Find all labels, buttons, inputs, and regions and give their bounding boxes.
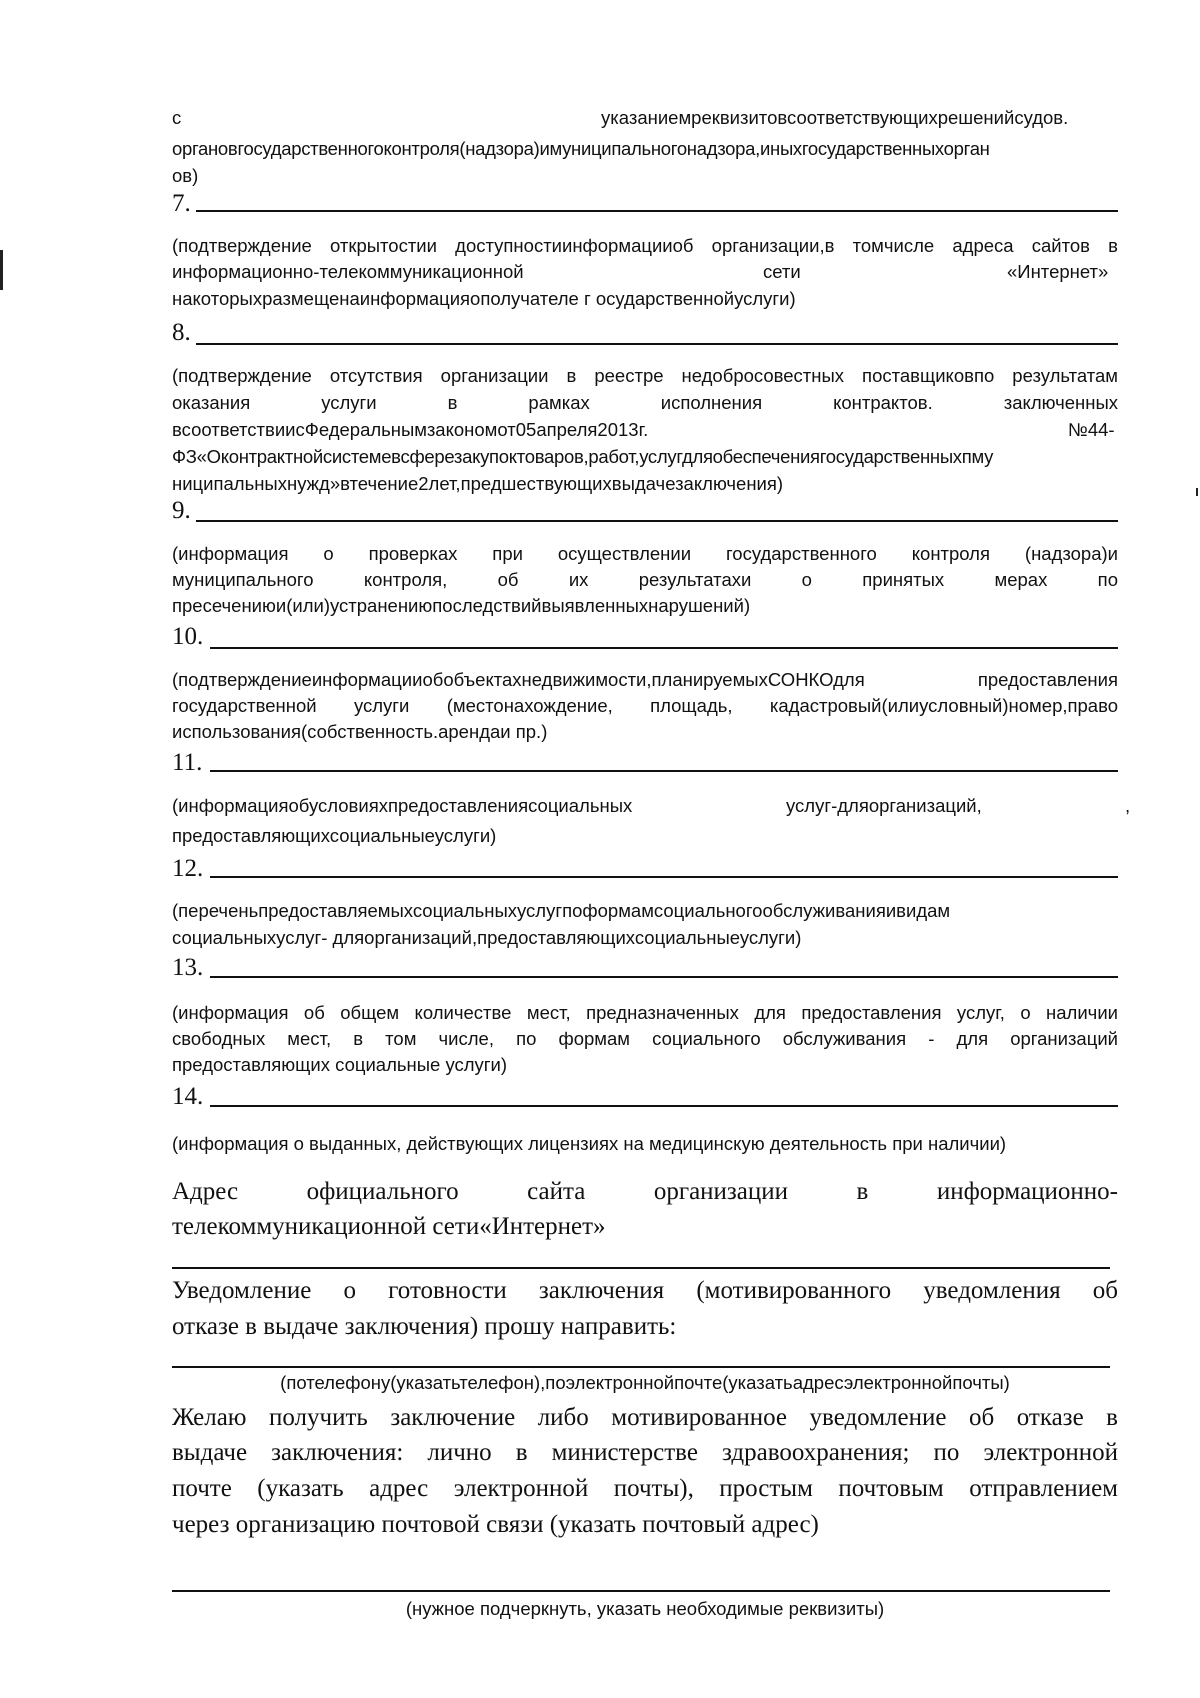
item-11-number: 11.	[172, 749, 203, 776]
notify-fill-line	[172, 1366, 1110, 1368]
item-12-fill-line	[210, 876, 1118, 878]
address-line-2: телекоммуникационной сети«Интернет»	[172, 1213, 606, 1240]
item-7-line-1b: сети	[763, 261, 801, 282]
item-7-number: 7.	[172, 190, 191, 217]
item-11-line-0a: (информацияобусловияхпредоставлениясоциальных	[172, 795, 633, 816]
item-8-line-1: оказания услуги в рамках исполнения контрактов. заключенных	[172, 392, 1118, 413]
item-0-line-1: органовгосударственногоконтроля(надзора)имуниципальногонадзора,иныхгосударственныхорган	[172, 138, 990, 159]
item-11-line-0b: услуг-дляорганизаций,	[786, 795, 982, 816]
item-8-number: 8.	[172, 319, 191, 346]
receive-line-1: Желаю получить заключение либо мотивированное уведомление об отказе в	[172, 1404, 1118, 1431]
item-13-fill-line	[210, 976, 1118, 978]
item-0-line-0b: указаниемреквизитовсоответствующихрешенийсудов.	[601, 107, 1069, 128]
item-8-line-3: ФЗ«Оконтрактнойсистемевсферезакупоктоваров,работ,услугдляобеспечениягосударственныхпму	[172, 446, 994, 467]
receive-line-4: через организацию почтовой связи (указать почтовый адрес)	[172, 1511, 819, 1538]
receive-caption: (нужное подчеркнуть, указать необходимые реквизиты)	[405, 1598, 885, 1619]
receive-line-3: почте (указать адрес электронной почты), простым почтовым отправлением	[172, 1475, 1118, 1502]
item-7-line-1c: «Интернет»	[1007, 261, 1109, 282]
item-10-number: 10.	[172, 623, 204, 650]
notify-line-2: отказе в выдаче заключения) прошу направить:	[172, 1313, 677, 1340]
item-9-line-1: муниципального контроля, об их результатахи о принятых мерах по	[172, 569, 1118, 590]
item-7-line-0: (подтверждение открытостии доступностиинформацииоб организации,в томчисле адреса сайтов в	[172, 235, 1118, 256]
item-11-line-1: предоставляющихсоциальныеуслуги)	[172, 825, 497, 846]
notify-line-1: Уведомление о готовности заключения (мотивированного уведомления об	[172, 1277, 1118, 1304]
item-7-fill-line	[196, 210, 1118, 212]
item-11-line-0c: ,	[1125, 795, 1131, 816]
item-12-line-0: (переченьпредоставляемыхсоциальныхуслугпоформамсоциальногообслуживанияивидам	[172, 900, 951, 921]
item-13-line-2: предоставляющих социальные услуги)	[172, 1054, 508, 1075]
item-8-line-2a: всоответствиисФедеральнымзакономот05апреля2013г.	[172, 419, 649, 440]
address-fill-line	[172, 1267, 1110, 1269]
item-7-line-2: накоторыхразмещенаинформацияополучателе г осударственнойуслуги)	[172, 288, 796, 309]
item-10-line-1: государственной услуги (местонахождение, площадь, кадастровый(илиусловный)номер,право	[172, 695, 1118, 716]
item-8-line-4: ниципальныхнужд»втечение2лет,предшествующихвыдачезаключения)	[172, 473, 784, 494]
scan-mark-left	[0, 250, 3, 290]
item-8-line-2b: №44-	[1068, 419, 1115, 440]
item-12-number: 12.	[172, 855, 204, 882]
scan-mark-right	[1196, 488, 1198, 496]
item-10-line-2: использования(собственность.арендаи пр.)	[172, 721, 548, 742]
item-13-line-1: свободных мест, в том числе, по формам социального обслуживания - для организаций	[172, 1028, 1118, 1049]
item-13-number: 13.	[172, 954, 204, 981]
item-14-number: 14.	[172, 1083, 204, 1110]
item-7-line-1a: информационно-телекоммуникационной	[172, 261, 524, 282]
item-9-number: 9.	[172, 497, 191, 524]
item-14-fill-line	[210, 1105, 1118, 1107]
item-9-fill-line	[196, 520, 1118, 522]
item-10-line-0: (подтверждениеинформацииобобъектахнедвижимости,планируемыхСОНКОдля предоставления	[172, 669, 1118, 690]
item-10-fill-line	[210, 647, 1118, 649]
receive-line-2: выдаче заключения: лично в министерстве здравоохранения; по электронной	[172, 1439, 1118, 1466]
item-9-line-2: пресечениюи(или)устранениюпоследствийвыявленныхнарушений)	[172, 595, 751, 616]
item-13-line-0: (информация об общем количестве мест, предназначенных для предоставления услуг, о наличии	[172, 1002, 1118, 1023]
item-11-fill-line	[210, 770, 1118, 772]
item-0-line-2: ов)	[172, 165, 199, 186]
item-12-line-1: социальныхуслуг- дляорганизаций,предоставляющихсоциальныеуслуги)	[172, 927, 802, 948]
item-0-line-0a: с	[172, 107, 182, 128]
item-8-line-0: (подтверждение отсутствия организации в реестре недобросовестных поставщиковпо результатам	[172, 365, 1118, 386]
item-8-fill-line	[196, 343, 1118, 345]
receive-fill-line	[172, 1590, 1110, 1592]
notify-caption: (потелефону(указатьтелефон),поэлектроннойпочте(указатьадресэлектроннойпочты)	[280, 1372, 1010, 1393]
address-line-1: Адрес официального сайта организации в информационно-	[172, 1178, 1118, 1205]
item-14-line-0: (информация о выданных, действующих лицензиях на медицинскую деятельность при наличии)	[172, 1133, 1007, 1154]
item-9-line-0: (информация о проверках при осуществлении государственного контроля (надзора)и	[172, 543, 1118, 564]
